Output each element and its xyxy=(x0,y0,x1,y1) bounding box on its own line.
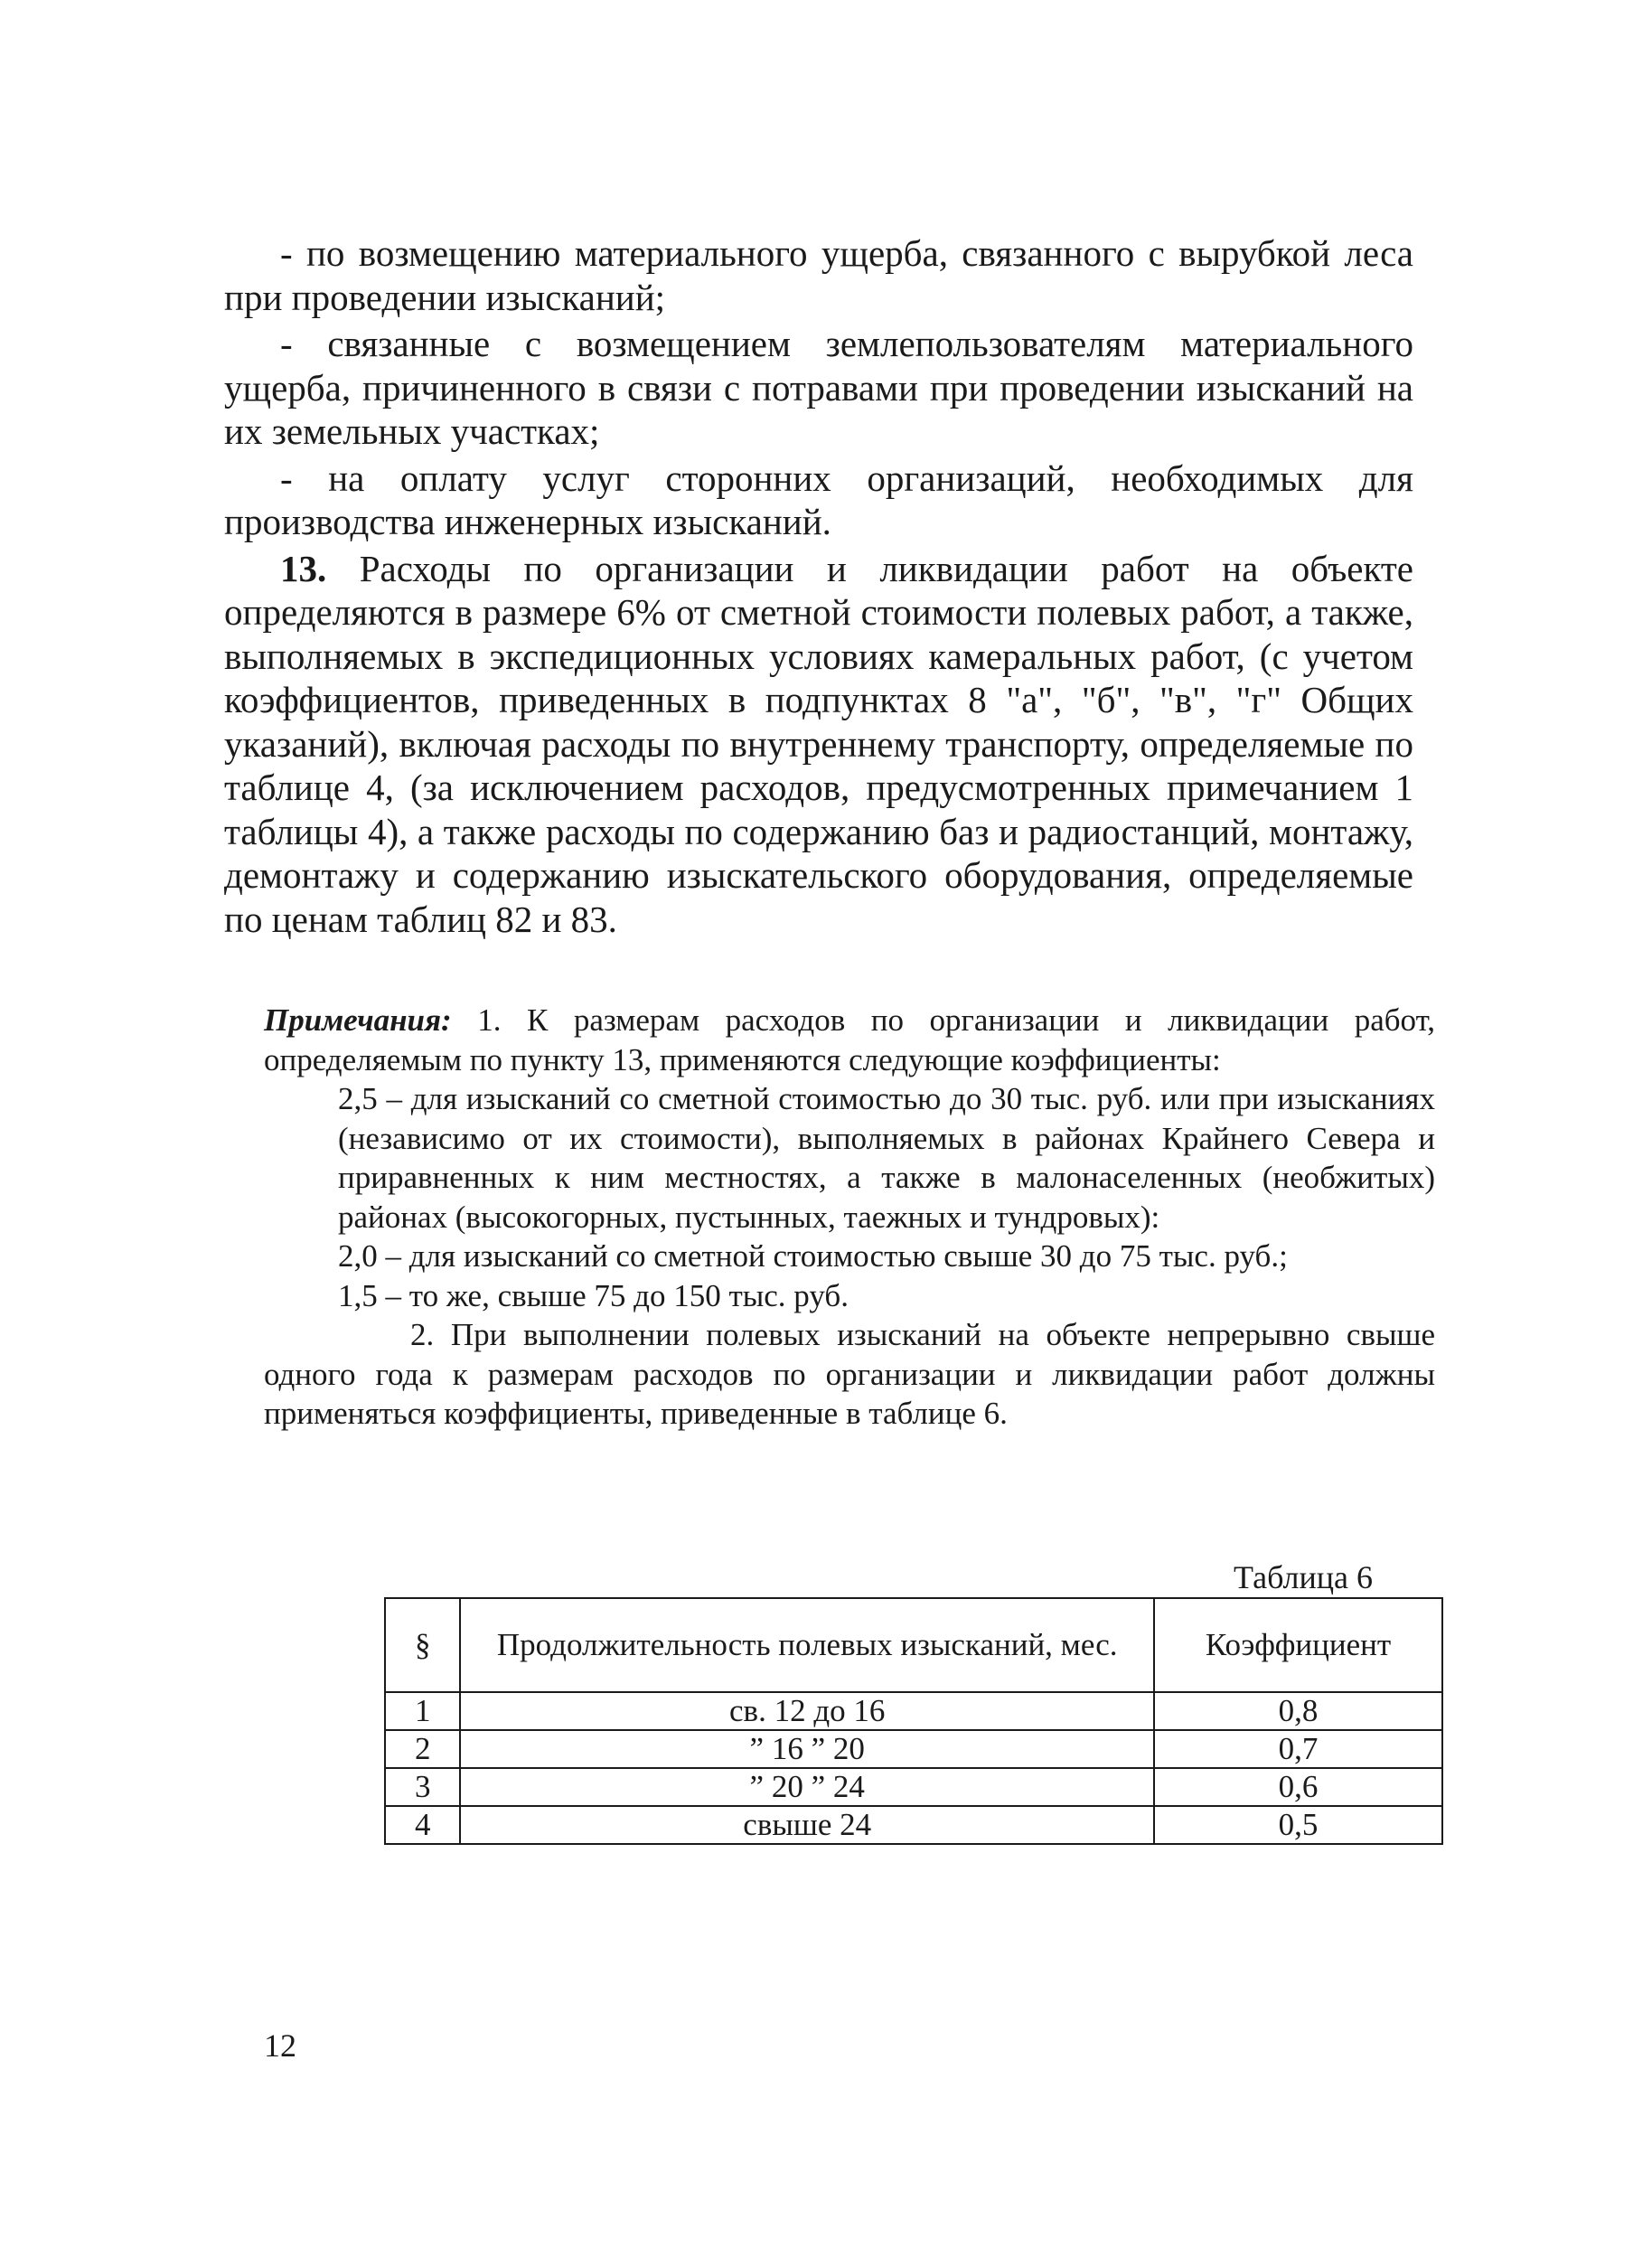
row-number: 3 xyxy=(385,1768,460,1806)
notes-block xyxy=(264,1001,1435,1434)
header-duration: Продолжительность полевых изысканий, мес. xyxy=(460,1598,1154,1692)
row-duration: свыше 24 xyxy=(460,1806,1154,1844)
note-1-intro xyxy=(264,1001,1435,1079)
coefficient-1-5-text: 1,5 – то же, свыше 75 до 150 тыс. руб. xyxy=(338,1277,849,1313)
row-duration: ” 16 ” 20 xyxy=(460,1730,1154,1768)
header-section-sign: § xyxy=(385,1598,460,1692)
row-coefficient: 0,5 xyxy=(1154,1806,1442,1844)
paragraph-land-users-damage: - связанные с возмещением землепользователям материального ущерба, причиненного в связи с потравами при проведении изысканий на их земельных участках; xyxy=(224,323,1413,452)
table-row xyxy=(385,1730,1442,1768)
table-row xyxy=(385,1768,1442,1806)
table-row xyxy=(385,1692,1442,1730)
clause-13-text: Расходы по организации и ликвидации работ на объекте определяются в размере 6% от сметной стоимости полевых работ, а также, выполняемых в экспедиционных условиях камеральных работ, (с учетом коэффициентов, приведенных в подпунктах 8 "а", "б", "в", "г" Общих указаний), включая расходы по внутреннему транспорту, определяемые по таблице 4, (за исключением расходов, предусмотренных примечанием 1 таблицы 4), а также расходы по содержанию баз и радиостанций, монтажу, демонтажу и содержанию изыскательского оборудования, определяемые по ценам таблиц 82 и 83. xyxy=(224,547,1413,940)
main-text-block xyxy=(224,231,1413,941)
notes-label: Примечания: xyxy=(264,1002,452,1038)
row-duration: ” 20 ” 24 xyxy=(460,1768,1154,1806)
coefficient-2-5-text: 2,5 – для изысканий со сметной стоимостью до 30 тыс. руб. или при изысканиях (независимо от их стоимости), выполняемых в районах Крайнего Севера и приравненных к ним местностях, а также в малонаселенных (необжитых) районах (высокогорных, пустынных, таежных и тундровых): xyxy=(338,1081,1435,1235)
coefficient-table xyxy=(384,1597,1443,1845)
coefficient-2-0-text: 2,0 – для изысканий со сметной стоимостью свыше 30 до 75 тыс. руб.; xyxy=(338,1238,1288,1274)
note-1-intro-text: 1. К размерам расходов по организации и ликвидации работ, определяемым по пункту 13, применяются следующие коэффициенты: xyxy=(264,1002,1435,1077)
row-number: 4 xyxy=(385,1806,460,1844)
page-number: 12 xyxy=(264,2027,296,2064)
clause-13 xyxy=(224,547,1413,942)
paragraph-third-party-services: - на оплату услуг сторонних организаций, необходимых для производства инженерных изысканий. xyxy=(224,456,1413,542)
table-row xyxy=(385,1806,1442,1844)
table-header-row xyxy=(385,1598,1442,1692)
note-2-text: 2. При выполнении полевых изысканий на объекте непрерывно свыше одного года к размерам расходов по организации и ликвидации работ должны применяться коэффициенты, приведенные в таблице 6. xyxy=(264,1317,1435,1431)
row-coefficient: 0,6 xyxy=(1154,1768,1442,1806)
row-number: 2 xyxy=(385,1730,460,1768)
paragraph-material-damage: - по возмещению материального ущерба, связанного с вырубкой леса при проведении изысканий; xyxy=(224,232,1413,318)
header-coefficient: Коэффициент xyxy=(1154,1598,1442,1692)
row-coefficient: 0,7 xyxy=(1154,1730,1442,1768)
row-duration: св. 12 до 16 xyxy=(460,1692,1154,1730)
table-caption: Таблица 6 xyxy=(1234,1559,1373,1595)
row-coefficient: 0,8 xyxy=(1154,1692,1442,1730)
clause-13-number: 13. xyxy=(280,547,327,589)
row-number: 1 xyxy=(385,1692,460,1730)
